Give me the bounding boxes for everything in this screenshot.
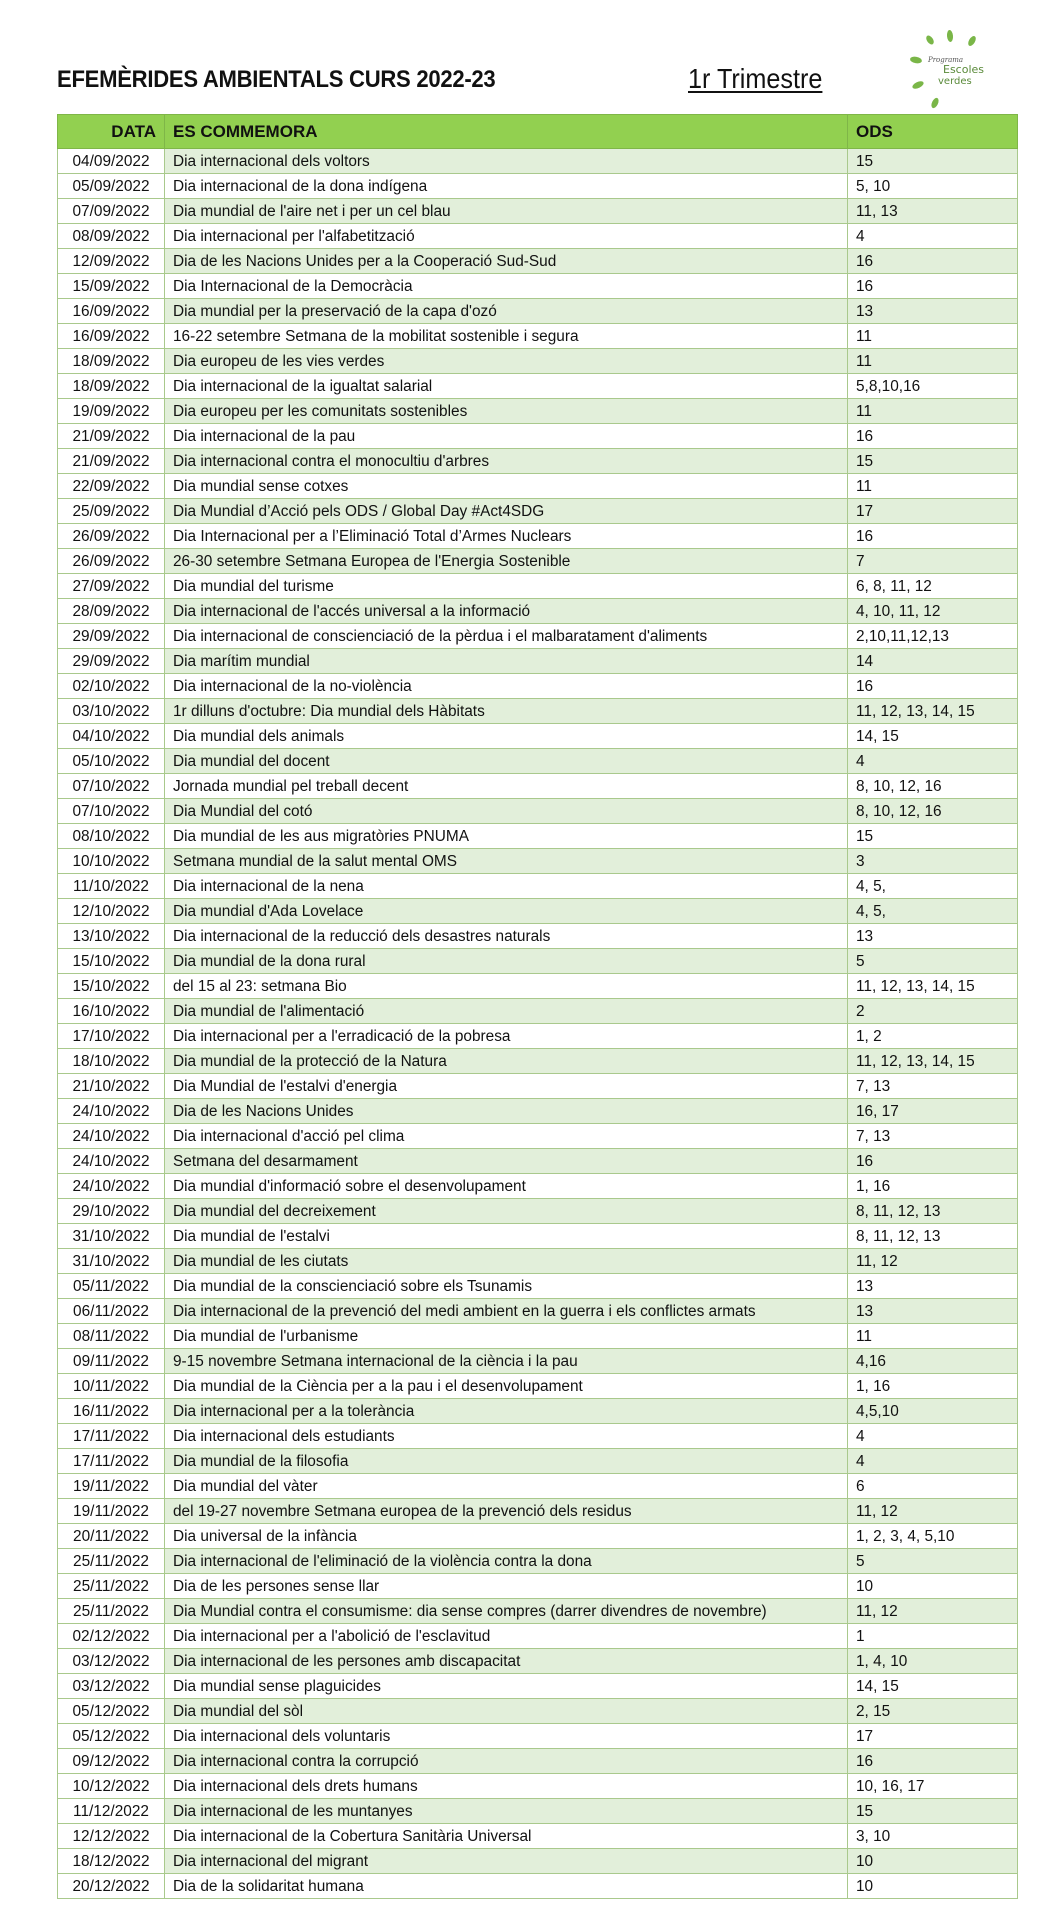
column-header-date: DATA [58, 115, 165, 149]
ods-cell: 8, 10, 12, 16 [848, 799, 1018, 824]
ods-cell: 16 [848, 674, 1018, 699]
ods-cell: 2,10,11,12,13 [848, 624, 1018, 649]
event-cell: Dia mundial de l'aire net i per un cel blau [165, 199, 848, 224]
event-cell: Dia internacional de la no-violència [165, 674, 848, 699]
table-row [58, 1324, 1018, 1349]
date-cell: 29/10/2022 [58, 1199, 165, 1224]
event-cell: Dia internacional contra el monocultiu d'arbres [165, 449, 848, 474]
table-row [58, 999, 1018, 1024]
table-row [58, 624, 1018, 649]
table-row [58, 1199, 1018, 1224]
ods-cell: 15 [848, 824, 1018, 849]
table-row [58, 974, 1018, 999]
event-cell: Dia mundial sense cotxes [165, 474, 848, 499]
date-cell: 15/10/2022 [58, 974, 165, 999]
ods-cell: 13 [848, 1274, 1018, 1299]
ods-cell: 14, 15 [848, 724, 1018, 749]
date-cell: 12/10/2022 [58, 899, 165, 924]
event-cell: Jornada mundial pel treball decent [165, 774, 848, 799]
ods-cell: 6, 8, 11, 12 [848, 574, 1018, 599]
date-cell: 19/09/2022 [58, 399, 165, 424]
ods-cell: 7 [848, 549, 1018, 574]
event-cell: Dia mundial del turisme [165, 574, 848, 599]
event-cell: Dia internacional de la nena [165, 874, 848, 899]
ods-cell: 1, 2 [848, 1024, 1018, 1049]
date-cell: 17/10/2022 [58, 1024, 165, 1049]
date-cell: 07/09/2022 [58, 199, 165, 224]
table-row [58, 1474, 1018, 1499]
event-cell: Dia Mundial contra el consumisme: dia sense compres (darrer divendres de novembre) [165, 1599, 848, 1624]
date-cell: 15/09/2022 [58, 274, 165, 299]
date-cell: 05/12/2022 [58, 1699, 165, 1724]
event-cell: Dia mundial del vàter [165, 1474, 848, 1499]
date-cell: 03/10/2022 [58, 699, 165, 724]
event-cell: 26-30 setembre Setmana Europea de l'Energia Sostenible [165, 549, 848, 574]
table-row [58, 799, 1018, 824]
event-cell: Dia internacional de l'eliminació de la violència contra la dona [165, 1549, 848, 1574]
ods-cell: 4 [848, 1424, 1018, 1449]
table-row [58, 924, 1018, 949]
table-row [58, 1449, 1018, 1474]
ods-cell: 17 [848, 1724, 1018, 1749]
date-cell: 21/09/2022 [58, 449, 165, 474]
event-cell: Dia internacional de la reducció dels desastres naturals [165, 924, 848, 949]
date-cell: 19/11/2022 [58, 1474, 165, 1499]
table-row [58, 774, 1018, 799]
column-header-ods: ODS [848, 115, 1018, 149]
date-cell: 17/11/2022 [58, 1449, 165, 1474]
event-cell: Dia mundial del decreixement [165, 1199, 848, 1224]
event-cell: Dia mundial del sòl [165, 1699, 848, 1724]
table-row [58, 899, 1018, 924]
table-row [58, 249, 1018, 274]
table-row [58, 1749, 1018, 1774]
event-cell: Dia internacional de la igualtat salarial [165, 374, 848, 399]
event-cell: Dia mundial de les aus migratòries PNUMA [165, 824, 848, 849]
event-cell: Dia internacional per a l'erradicació de la pobresa [165, 1024, 848, 1049]
date-cell: 04/10/2022 [58, 724, 165, 749]
table-row [58, 949, 1018, 974]
table-row [58, 174, 1018, 199]
event-cell: Dia internacional dels estudiants [165, 1424, 848, 1449]
event-cell: Dia internacional dels voluntaris [165, 1724, 848, 1749]
ods-cell: 15 [848, 1799, 1018, 1824]
table-row [58, 1849, 1018, 1874]
logo-text-verdes: verdes [938, 76, 972, 87]
ods-cell: 5 [848, 949, 1018, 974]
ods-cell: 1, 4, 10 [848, 1649, 1018, 1674]
table-row [58, 524, 1018, 549]
table-row [58, 1574, 1018, 1599]
table-row [58, 1549, 1018, 1574]
table-row [58, 499, 1018, 524]
ods-cell: 15 [848, 149, 1018, 174]
date-cell: 24/10/2022 [58, 1124, 165, 1149]
table-row [58, 1074, 1018, 1099]
date-cell: 08/09/2022 [58, 224, 165, 249]
table-row [58, 699, 1018, 724]
ods-cell: 5,8,10,16 [848, 374, 1018, 399]
ods-cell: 13 [848, 1299, 1018, 1324]
date-cell: 18/10/2022 [58, 1049, 165, 1074]
date-cell: 09/11/2022 [58, 1349, 165, 1374]
table-row [58, 1699, 1018, 1724]
event-cell: Dia internacional d'acció pel clima [165, 1124, 848, 1149]
table-row [58, 1224, 1018, 1249]
date-cell: 05/11/2022 [58, 1274, 165, 1299]
event-cell: Dia Mundial del cotó [165, 799, 848, 824]
table-row [58, 849, 1018, 874]
table-row [58, 1274, 1018, 1299]
date-cell: 12/09/2022 [58, 249, 165, 274]
ods-cell: 8, 10, 12, 16 [848, 774, 1018, 799]
date-cell: 04/09/2022 [58, 149, 165, 174]
table-row [58, 724, 1018, 749]
event-cell: Dia de la solidaritat humana [165, 1874, 848, 1899]
table-row [58, 1599, 1018, 1624]
ods-cell: 16 [848, 1149, 1018, 1174]
table-row [58, 349, 1018, 374]
ods-cell: 4 [848, 749, 1018, 774]
ods-cell: 11 [848, 324, 1018, 349]
table-row [58, 599, 1018, 624]
event-cell: 1r dilluns d'octubre: Dia mundial dels Hàbitats [165, 699, 848, 724]
date-cell: 16/11/2022 [58, 1399, 165, 1424]
ods-cell: 14, 15 [848, 1674, 1018, 1699]
event-cell: Dia internacional dels voltors [165, 149, 848, 174]
date-cell: 28/09/2022 [58, 599, 165, 624]
event-cell: Dia Internacional per a l’Eliminació Total d’Armes Nuclears [165, 524, 848, 549]
event-cell: Dia mundial de la filosofia [165, 1449, 848, 1474]
table-row [58, 299, 1018, 324]
date-cell: 18/09/2022 [58, 374, 165, 399]
ods-cell: 11 [848, 474, 1018, 499]
date-cell: 26/09/2022 [58, 524, 165, 549]
table-row [58, 1099, 1018, 1124]
date-cell: 10/11/2022 [58, 1374, 165, 1399]
date-cell: 07/10/2022 [58, 774, 165, 799]
ods-cell: 16, 17 [848, 1099, 1018, 1124]
table-row [58, 199, 1018, 224]
event-cell: Dia internacional per a l'abolició de l'esclavitud [165, 1624, 848, 1649]
date-cell: 27/09/2022 [58, 574, 165, 599]
date-cell: 11/10/2022 [58, 874, 165, 899]
date-cell: 16/09/2022 [58, 299, 165, 324]
date-cell: 17/11/2022 [58, 1424, 165, 1449]
date-cell: 08/10/2022 [58, 824, 165, 849]
event-cell: Setmana mundial de la salut mental OMS [165, 849, 848, 874]
event-cell: Dia internacional de l'accés universal a la informació [165, 599, 848, 624]
ods-cell: 2 [848, 999, 1018, 1024]
table-row [58, 1174, 1018, 1199]
date-cell: 16/09/2022 [58, 324, 165, 349]
event-cell: Dia internacional de la Cobertura Sanitària Universal [165, 1824, 848, 1849]
table-row [58, 1399, 1018, 1424]
table-row [58, 449, 1018, 474]
date-cell: 05/09/2022 [58, 174, 165, 199]
date-cell: 09/12/2022 [58, 1749, 165, 1774]
ods-cell: 10, 16, 17 [848, 1774, 1018, 1799]
ods-cell: 4,5,10 [848, 1399, 1018, 1424]
event-cell: Dia mundial de la Ciència per a la pau i el desenvolupament [165, 1374, 848, 1399]
table-row [58, 674, 1018, 699]
table-row [58, 1799, 1018, 1824]
logo-text-escoles: Escoles [943, 63, 985, 76]
event-cell: Dia de les Nacions Unides [165, 1099, 848, 1124]
date-cell: 02/10/2022 [58, 674, 165, 699]
table-row [58, 1774, 1018, 1799]
date-cell: 16/10/2022 [58, 999, 165, 1024]
event-cell: Dia mundial dels animals [165, 724, 848, 749]
ods-cell: 5, 10 [848, 174, 1018, 199]
date-cell: 25/11/2022 [58, 1574, 165, 1599]
event-cell: Dia marítim mundial [165, 649, 848, 674]
ods-cell: 16 [848, 424, 1018, 449]
date-cell: 06/11/2022 [58, 1299, 165, 1324]
table-row [58, 874, 1018, 899]
ods-cell: 7, 13 [848, 1124, 1018, 1149]
ods-cell: 4 [848, 224, 1018, 249]
event-cell: Dia mundial per la preservació de la capa d'ozó [165, 299, 848, 324]
date-cell: 07/10/2022 [58, 799, 165, 824]
logo-text-programa: Programa [928, 56, 964, 64]
date-cell: 20/11/2022 [58, 1524, 165, 1549]
event-cell: Dia de les persones sense llar [165, 1574, 848, 1599]
table-row [58, 374, 1018, 399]
event-cell: Dia de les Nacions Unides per a la Cooperació Sud-Sud [165, 249, 848, 274]
ods-cell: 16 [848, 274, 1018, 299]
event-cell: Dia internacional de conscienciació de la pèrdua i el malbaratament d'aliments [165, 624, 848, 649]
date-cell: 12/12/2022 [58, 1824, 165, 1849]
date-cell: 05/12/2022 [58, 1724, 165, 1749]
event-cell: Dia internacional de les muntanyes [165, 1799, 848, 1824]
date-cell: 31/10/2022 [58, 1224, 165, 1249]
table-row [58, 1724, 1018, 1749]
date-cell: 18/09/2022 [58, 349, 165, 374]
ods-cell: 7, 13 [848, 1074, 1018, 1099]
term-label: 1r Trimestre [688, 63, 823, 94]
table-row [58, 1149, 1018, 1174]
event-cell: Dia mundial de la dona rural [165, 949, 848, 974]
ods-cell: 5 [848, 1549, 1018, 1574]
ods-cell: 3, 10 [848, 1824, 1018, 1849]
date-cell: 25/09/2022 [58, 499, 165, 524]
table-row [58, 1349, 1018, 1374]
ods-cell: 1, 16 [848, 1174, 1018, 1199]
event-cell: Dia universal de la infància [165, 1524, 848, 1549]
event-cell: Dia Internacional de la Democràcia [165, 274, 848, 299]
ods-cell: 10 [848, 1849, 1018, 1874]
date-cell: 25/11/2022 [58, 1549, 165, 1574]
event-cell: Dia mundial de l'urbanisme [165, 1324, 848, 1349]
date-cell: 26/09/2022 [58, 549, 165, 574]
ods-cell: 3 [848, 849, 1018, 874]
date-cell: 21/10/2022 [58, 1074, 165, 1099]
table-row [58, 1049, 1018, 1074]
column-header-event: ES COMMEMORA [165, 115, 848, 149]
date-cell: 08/11/2022 [58, 1324, 165, 1349]
date-cell: 02/12/2022 [58, 1624, 165, 1649]
table-row [58, 1424, 1018, 1449]
event-cell: Dia mundial de l'alimentació [165, 999, 848, 1024]
ods-cell: 16 [848, 249, 1018, 274]
event-cell: Dia mundial de les ciutats [165, 1249, 848, 1274]
date-cell: 03/12/2022 [58, 1674, 165, 1699]
event-cell: Dia internacional de la dona indígena [165, 174, 848, 199]
event-cell: Dia internacional per l'alfabetització [165, 224, 848, 249]
table-row [58, 1124, 1018, 1149]
ods-cell: 4, 5, [848, 874, 1018, 899]
ods-cell: 11 [848, 349, 1018, 374]
event-cell: del 15 al 23: setmana Bio [165, 974, 848, 999]
date-cell: 10/12/2022 [58, 1774, 165, 1799]
ods-cell: 8, 11, 12, 13 [848, 1199, 1018, 1224]
ods-cell: 8, 11, 12, 13 [848, 1224, 1018, 1249]
ods-cell: 4,16 [848, 1349, 1018, 1374]
date-cell: 13/10/2022 [58, 924, 165, 949]
date-cell: 03/12/2022 [58, 1649, 165, 1674]
event-cell: Dia Mundial d’Acció pels ODS / Global Day #Act4SDG [165, 499, 848, 524]
date-cell: 18/12/2022 [58, 1849, 165, 1874]
event-cell: 9-15 novembre Setmana internacional de la ciència i la pau [165, 1349, 848, 1374]
table-row [58, 1674, 1018, 1699]
ods-cell: 11, 12, 13, 14, 15 [848, 974, 1018, 999]
event-cell: del 19-27 novembre Setmana europea de la prevenció dels residus [165, 1499, 848, 1524]
date-cell: 24/10/2022 [58, 1099, 165, 1124]
event-cell: Dia mundial de la conscienciació sobre els Tsunamis [165, 1274, 848, 1299]
ods-cell: 16 [848, 524, 1018, 549]
table-row [58, 1499, 1018, 1524]
ods-cell: 17 [848, 499, 1018, 524]
date-cell: 05/10/2022 [58, 749, 165, 774]
table-row [58, 824, 1018, 849]
table-row [58, 474, 1018, 499]
event-cell: Dia mundial sense plaguicides [165, 1674, 848, 1699]
date-cell: 24/10/2022 [58, 1174, 165, 1199]
ods-cell: 1, 2, 3, 4, 5,10 [848, 1524, 1018, 1549]
event-cell: Dia internacional de la prevenció del medi ambient en la guerra i els conflictes armats [165, 1299, 848, 1324]
event-cell: Dia internacional per a la tolerància [165, 1399, 848, 1424]
ods-cell: 16 [848, 1749, 1018, 1774]
ods-cell: 2, 15 [848, 1699, 1018, 1724]
table-row [58, 224, 1018, 249]
ods-cell: 11, 12, 13, 14, 15 [848, 699, 1018, 724]
table-row [58, 1649, 1018, 1674]
table-row [58, 1824, 1018, 1849]
table-row [58, 1624, 1018, 1649]
ods-cell: 4 [848, 1449, 1018, 1474]
ods-cell: 13 [848, 924, 1018, 949]
ods-cell: 11, 12 [848, 1599, 1018, 1624]
table-row [58, 1024, 1018, 1049]
ods-cell: 1, 16 [848, 1374, 1018, 1399]
ods-cell: 1 [848, 1624, 1018, 1649]
event-cell: Dia internacional de la pau [165, 424, 848, 449]
table-row [58, 424, 1018, 449]
ods-cell: 4, 5, [848, 899, 1018, 924]
event-cell: Dia internacional de les persones amb discapacitat [165, 1649, 848, 1674]
ods-cell: 4, 10, 11, 12 [848, 599, 1018, 624]
table-row [58, 649, 1018, 674]
date-cell: 25/11/2022 [58, 1599, 165, 1624]
table-row [58, 1874, 1018, 1899]
table-row [58, 574, 1018, 599]
date-cell: 11/12/2022 [58, 1799, 165, 1824]
event-cell: Dia europeu per les comunitats sostenibles [165, 399, 848, 424]
event-cell: Dia internacional del migrant [165, 1849, 848, 1874]
date-cell: 15/10/2022 [58, 949, 165, 974]
date-cell: 22/09/2022 [58, 474, 165, 499]
event-cell: Setmana del desarmament [165, 1149, 848, 1174]
ods-cell: 15 [848, 449, 1018, 474]
ods-cell: 14 [848, 649, 1018, 674]
efemerides-table [57, 114, 1018, 1899]
table-row [58, 274, 1018, 299]
ods-cell: 10 [848, 1574, 1018, 1599]
date-cell: 29/09/2022 [58, 624, 165, 649]
date-cell: 20/12/2022 [58, 1874, 165, 1899]
ods-cell: 13 [848, 299, 1018, 324]
ods-cell: 11, 12 [848, 1499, 1018, 1524]
table-row [58, 399, 1018, 424]
table-row [58, 149, 1018, 174]
ods-cell: 10 [848, 1874, 1018, 1899]
event-cell: Dia mundial de la protecció de la Natura [165, 1049, 848, 1074]
table-row [58, 324, 1018, 349]
date-cell: 19/11/2022 [58, 1499, 165, 1524]
ods-cell: 11, 12, 13, 14, 15 [848, 1049, 1018, 1074]
ods-cell: 11, 13 [848, 199, 1018, 224]
date-cell: 24/10/2022 [58, 1149, 165, 1174]
date-cell: 29/09/2022 [58, 649, 165, 674]
table-row [58, 1374, 1018, 1399]
event-cell: Dia internacional contra la corrupció [165, 1749, 848, 1774]
event-cell: Dia europeu de les vies verdes [165, 349, 848, 374]
date-cell: 21/09/2022 [58, 424, 165, 449]
event-cell: Dia mundial del docent [165, 749, 848, 774]
table-row [58, 1299, 1018, 1324]
ods-cell: 11, 12 [848, 1249, 1018, 1274]
event-cell: 16-22 setembre Setmana de la mobilitat sostenible i segura [165, 324, 848, 349]
event-cell: Dia mundial d'Ada Lovelace [165, 899, 848, 924]
escoles-verdes-logo-icon [900, 28, 1000, 110]
table-row [58, 1524, 1018, 1549]
document-title: EFEMÈRIDES AMBIENTALS CURS 2022-23 [57, 66, 496, 93]
table-row [58, 749, 1018, 774]
table-row [58, 1249, 1018, 1274]
event-cell: Dia mundial d'informació sobre el desenvolupament [165, 1174, 848, 1199]
ods-cell: 11 [848, 399, 1018, 424]
table-row [58, 549, 1018, 574]
ods-cell: 11 [848, 1324, 1018, 1349]
table-header-row [58, 115, 1018, 149]
event-cell: Dia mundial de l'estalvi [165, 1224, 848, 1249]
date-cell: 10/10/2022 [58, 849, 165, 874]
date-cell: 31/10/2022 [58, 1249, 165, 1274]
event-cell: Dia internacional dels drets humans [165, 1774, 848, 1799]
event-cell: Dia Mundial de l'estalvi d'energia [165, 1074, 848, 1099]
ods-cell: 6 [848, 1474, 1018, 1499]
